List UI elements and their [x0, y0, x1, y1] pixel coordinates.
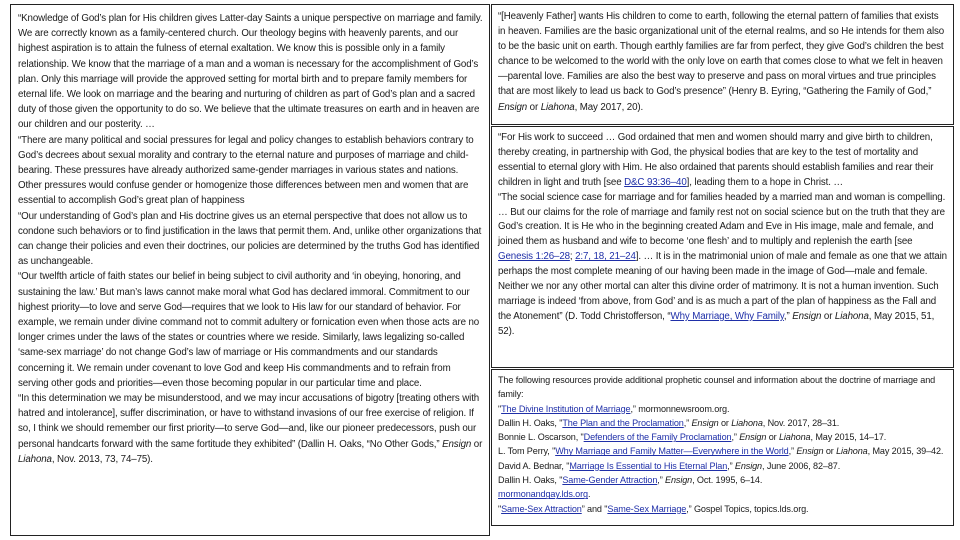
text-segment: , May 2015, 14–17.	[810, 432, 887, 443]
paragraph	[498, 502, 948, 516]
paragraph	[498, 416, 948, 430]
text-segment: , Nov. 2013, 73, 74–75).	[51, 453, 153, 465]
paragraph	[498, 402, 948, 416]
text-segment: , May 2015, 39–42.	[867, 446, 944, 457]
reference-link[interactable]: Same-Gender Attraction	[562, 475, 658, 486]
text-segment: ,”	[657, 475, 666, 486]
paragraph	[18, 269, 483, 391]
text-segment: Bonnie L. Oscarson, "	[498, 432, 584, 443]
text-segment: "	[498, 403, 502, 414]
paragraph	[498, 430, 948, 444]
reference-link[interactable]: Marriage Is Essential to His Eternal Plan	[569, 460, 728, 471]
text-segment: ” and "	[581, 503, 608, 514]
publication-name: Ensign	[792, 310, 822, 322]
text-segment: ]. … It is in the matrimonial union of male and female as one that we attain perhaps the most complete meaning of our having been made in the image of God—male and female. Neither we nor any other mortal can alter this divine order of matrimony. It is not a human invention. Such marriage is indeed ‘from above, from God’ and is as much a part of the plan of happiness as the Fall and the Atonement” (D. Todd Christofferson, “	[498, 251, 947, 322]
text-segment: “For His work to succeed … God ordained that men and women should marry and give birth to children, thereby creating, in partnership with God, the physical bodies that are key to the test of mortality and essential to eternal glory with Him. He also ordained that parents should establish families and rear their children in light and truth [see	[498, 132, 934, 188]
text-segment: or	[821, 310, 835, 322]
text-segment: or	[766, 432, 779, 443]
text-segment: ,”	[783, 310, 793, 322]
publication-name: Ensign	[796, 446, 824, 457]
text-segment: “Knowledge of God’s plan for His children gives Latter-day Saints a unique perspective on marriage and family. We are correctly known as a family-centered church. Our theology begins with heavenly parents, and our highest aspiration is to attain the fulness of eternal exaltation. We know this is possible only in a family relationship. We know that the marriage of a man and a woman is necessary for the accomplishment of God’s plan. Only this marriage will provide the approved setting for mortal birth and to prepare family members for eternal life. We look on marriage and the bearing and nurturing of children as part of God’s plan and a sacred duty of those given the opportunity to do so. We believe that the ultimate treasures on earth and in heaven are our children and our posterity. …	[18, 13, 483, 131]
text-segment: David A. Bednar, "	[498, 460, 570, 471]
text-segment: , Oct. 1995, 6–14.	[692, 475, 763, 486]
text-segment: ], leading them to a hope in Christ. …	[686, 176, 844, 188]
publication-name: Liahona	[834, 310, 869, 322]
text-segment: or	[718, 417, 732, 428]
reference-link[interactable]: 2:7, 18, 21–24	[575, 251, 636, 263]
reference-link[interactable]: The Divine Institution of Marriage	[501, 403, 631, 414]
left-quote-box	[10, 4, 490, 536]
paragraph	[18, 11, 483, 133]
reference-link[interactable]: Genesis 1:26–28	[498, 251, 570, 263]
text-segment: Dallin H. Oaks, "	[498, 417, 563, 428]
reference-link[interactable]: Why Marriage and Family Matter—Everywhere in the World	[555, 446, 789, 457]
publication-name: Ensign	[442, 438, 472, 450]
text-segment: .	[587, 489, 591, 500]
reference-link[interactable]: The Plan and the Proclamation	[562, 417, 684, 428]
reference-link[interactable]: Same-Sex Attraction	[501, 503, 582, 514]
christofferson-quote-box	[491, 126, 954, 368]
publication-name: Ensign	[691, 417, 719, 428]
text-segment: or	[471, 438, 483, 450]
text-segment: ,”	[683, 417, 692, 428]
publication-name: Ensign	[739, 432, 767, 443]
publication-name: Ensign	[734, 460, 762, 471]
text-segment: or	[527, 101, 541, 113]
reference-link[interactable]: Same-Sex Marriage	[607, 503, 687, 514]
resources-box	[491, 369, 954, 526]
text-segment: , June 2006, 82–87.	[762, 460, 841, 471]
text-segment: “The social science case for marriage and for families headed by a married man and woman is compelling. … But our claims for the role of marriage and family rest not on social science but on the truth that they are God’s creation. It is He who in the beginning created Adam and Eve in His image, male and female, and joined them as husband and wife to become ‘one flesh’ and to multiply and replenish the earth [see	[498, 191, 946, 248]
paragraph	[498, 9, 948, 115]
paragraph	[18, 391, 483, 467]
publication-name: Liahona	[778, 432, 811, 443]
publication-name: Ensign	[665, 475, 693, 486]
text-segment: ,”	[731, 432, 740, 443]
text-segment: ,”	[788, 446, 797, 457]
paragraph	[498, 191, 948, 340]
paragraph	[498, 131, 948, 191]
publication-name: Liahona	[540, 101, 575, 113]
text-segment: "	[498, 503, 502, 514]
publication-name: Liahona	[731, 417, 763, 428]
paragraph	[18, 209, 483, 270]
reference-link[interactable]: D&C 93:36–40	[624, 176, 687, 188]
text-segment: , May 2017, 20).	[574, 101, 644, 113]
publication-name: Liahona	[18, 453, 52, 465]
text-segment: Dallin H. Oaks, "	[498, 475, 563, 486]
paragraph	[498, 459, 948, 473]
reference-link[interactable]: Defenders of the Family Proclamation	[583, 432, 732, 443]
paragraph	[18, 133, 483, 209]
text-segment: or	[823, 446, 837, 457]
reference-link[interactable]: Why Marriage, Why Family	[670, 310, 784, 322]
publication-name: Ensign	[498, 101, 528, 113]
text-segment: “[Heavenly Father] wants His children to come to earth, following the eternal pattern of families that exists in heaven. Families are the basic organizational unit of the eternal realms, and so He intends for them also to be the basic unit on earth. Though earthly families are far from perfect, they give God’s children the best chance to be welcomed to the world with the only love on earth that comes close to what we felt in heaven—parental love. Families are also the best way to preserve and pass on moral virtues and true principles that are most likely to lead us back to God’s presence” (Henry B. Eyring, “Gathering the Family of God,”	[498, 11, 945, 98]
text-segment: “There are many political and social pressures for legal and policy changes to establish behaviors contrary to God’s decrees about sexual morality and contrary to the eternal nature and purposes of marriage and child-bearing. These pressures have already authorized same-gender marriages in various states and nations. Other pressures would confuse gender or homogenize those differences between men and women that are essential to accomplish God’s great plan of happiness	[18, 134, 474, 207]
paragraph	[498, 444, 948, 458]
paragraph	[498, 487, 948, 501]
text-segment: ,” mormonnewsroom.org.	[630, 403, 730, 414]
text-segment: , May 2015, 51, 52).	[498, 310, 935, 337]
reference-link[interactable]: mormonandgay.lds.org	[498, 489, 588, 500]
text-segment: ;	[569, 251, 576, 263]
paragraph	[498, 373, 948, 402]
text-segment: ,” Gospel Topics, topics.lds.org.	[686, 503, 809, 514]
text-segment: ,”	[727, 460, 735, 471]
eyring-quote-box	[491, 4, 954, 125]
text-segment: “In this determination we may be misunderstood, and we may incur accusations of bigotry [treating others with hatred and intolerance], suffer discrimination, or have to withstand invasions of our free exercise of religion. If so, I think we should remember our first priority—to serve God—and, like our pioneer predecessors, push our personal handcarts forward with the same fortitude they exhibited” (Dallin H. Oaks, “No Other Gods,”	[18, 393, 480, 450]
text-segment: L. Tom Perry, "	[498, 446, 556, 457]
text-segment: “Our twelfth article of faith states our belief in being subject to civil authority and ‘in obeying, honoring, and sustaining the law.’ But man’s laws cannot make moral what God has declared immoral. Commitment to our highest priority—to love and serve God—requires that we look to His law for our standard of behavior. For example, we remain under divine command not to commit adultery or fornication even when those acts are no longer crimes under the laws of the states or countries where we reside. Similarly, laws legalizing so-called ‘same-sex marriage’ do not change God’s law of marriage or His commandments and our standards concerning it. We remain under covenant to love God and keep His commandments and to refrain from serving other gods and priorities—even those becoming popular in our particular time and place.	[18, 271, 480, 389]
text-segment: , Nov. 2017, 28–31.	[762, 417, 840, 428]
paragraph	[498, 473, 948, 487]
publication-name: Liahona	[836, 446, 868, 457]
text-segment: The following resources provide additional prophetic counsel and information about the doctrine of marriage and family:	[498, 375, 936, 400]
text-segment: “Our understanding of God’s plan and His doctrine gives us an eternal perspective that does not allow us to condone such behaviors or to find justification in the laws that permit them. And, unlike other organizations that can change their policies and even their doctrines, our policies are determined by the truths God has identified as unchangeable.	[18, 210, 482, 268]
